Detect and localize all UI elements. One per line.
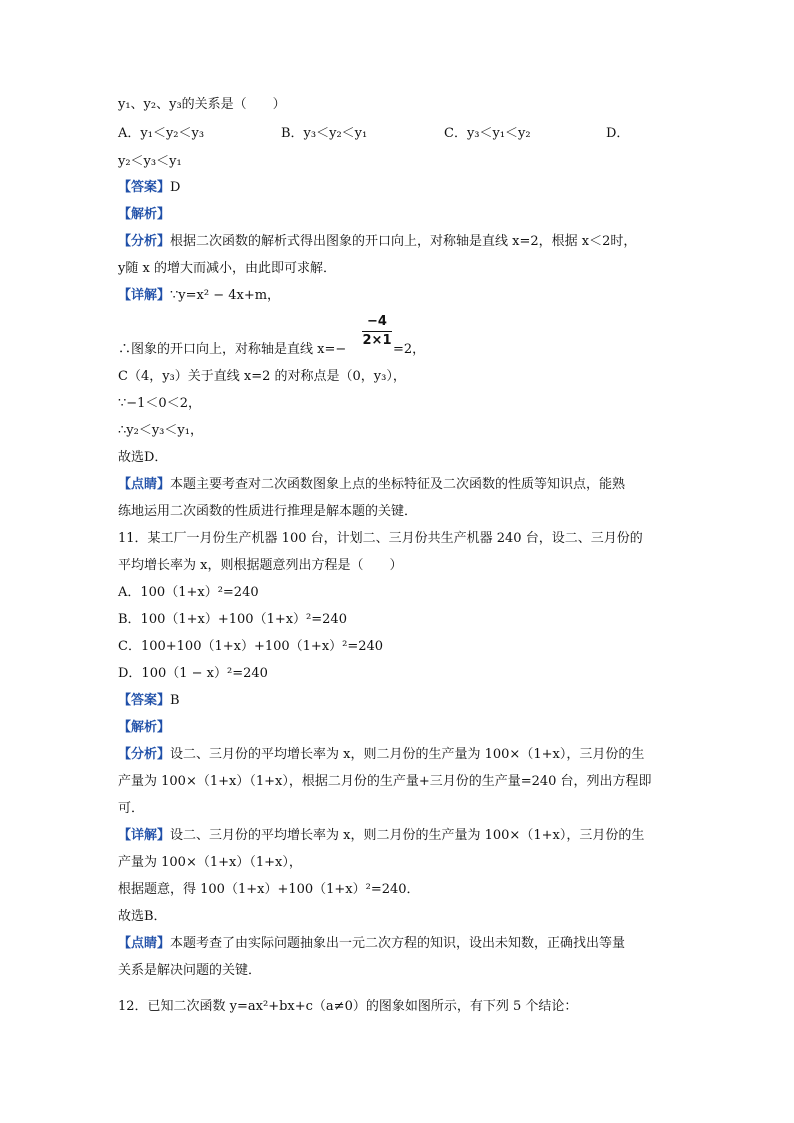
q10-inequality: ∵−1＜0＜2， (118, 396, 201, 411)
q10-axis-line-pre: ∴图象的开口向上，对称轴是直线 x=− (118, 342, 347, 357)
fraction-bar (362, 331, 392, 332)
q10-choose: 故选D． (118, 450, 168, 465)
fenxi-text: 设二、三月份的平均增长率为 x，则二月份的生产量为 100×（1+x），三月份的生 (170, 747, 645, 762)
q10-symmetric-point: C（4，y₃）关于直线 x=2 的对称点是（0，y₃）， (118, 369, 406, 384)
q10-axis-line-post: =2， (393, 342, 426, 357)
q11-fenxi-line-1 (118, 746, 644, 764)
dianjing-tag: 【点睛】 (118, 936, 171, 951)
answer-value: D (170, 180, 181, 195)
q11-answer (118, 692, 180, 710)
dianjing-text: 本题考查了由实际问题抽象出一元二次方程的知识，设出未知数，正确找出等量 (170, 936, 626, 951)
q11-option-a: A．100（1+x）²=240 (118, 585, 259, 600)
q11-option-d: D．100（1 − x）²=240 (118, 666, 268, 681)
q11-stem-line-1: 11．某工厂一月份生产机器 100 台，计划二、三月份共生产机器 240 台，设二、三月份的 (118, 531, 643, 546)
q10-fenxi-line-1 (118, 233, 636, 251)
q11-option-b: B．100（1+x）+100（1+x）²=240 (118, 612, 347, 627)
q11-fenxi-line-3: 可． (118, 801, 145, 816)
q10-answer (118, 179, 180, 197)
q11-option-c: C．100+100（1+x）+100（1+x）²=240 (118, 639, 384, 654)
xiangjie-text: 设二、三月份的平均增长率为 x，则二月份的生产量为 100×（1+x），三月份的生 (170, 828, 645, 843)
q11-dianjing-line-1 (118, 935, 625, 953)
fraction-denominator: 2×1 (362, 333, 392, 348)
xiangjie-text: ∵y=x² − 4x+m， (170, 288, 281, 303)
q10-stem-line: y₁、y₂、y₃的关系是（ ） (118, 97, 286, 112)
q10-xiangjie-line-1 (118, 287, 280, 305)
q10-conclusion: ∴y₂＜y₃＜y₁， (118, 423, 203, 438)
answer-tag: 【答案】 (118, 180, 171, 195)
fenxi-text: 根据二次函数的解析式得出图象的开口向上，对称轴是直线 x=2，根据 x＜2时， (170, 234, 637, 249)
q11-xiangjie-line-2: 产量为 100×（1+x）（1+x）， (118, 855, 302, 870)
q10-option-d-label: D． (606, 126, 630, 141)
q11-choose: 故选B． (118, 909, 167, 924)
q10-option-a: A．y₁＜y₂＜y₃ (118, 126, 205, 141)
xiangjie-tag: 【详解】 (118, 288, 171, 303)
q11-xiangjie-line-3: 根据题意，得 100（1+x）+100（1+x）²=240． (118, 882, 420, 897)
q11-jiexi (118, 719, 170, 737)
fraction-numerator: −4 (367, 314, 387, 329)
q10-option-c: C．y₃＜y₁＜y₂ (444, 126, 531, 141)
q10-jiexi (118, 206, 170, 224)
answer-value: B (170, 693, 180, 708)
xiangjie-tag: 【详解】 (118, 828, 171, 843)
q11-xiangjie-line-1 (118, 827, 644, 845)
q10-option-d-value: y₂＜y₃＜y₁ (118, 154, 182, 169)
q10-option-b: B．y₃＜y₂＜y₁ (281, 126, 368, 141)
dianjing-text: 本题主要考查对二次函数图象上点的坐标特征及二次函数的性质等知识点，能熟 (170, 477, 626, 492)
q10-dianjing-line-2: 练地运用二次函数的性质进行推理是解本题的关键． (118, 504, 418, 519)
fraction-formula (362, 314, 392, 349)
fenxi-tag: 【分析】 (118, 747, 171, 762)
q11-stem-line-2: 平均增长率为 x，则根据题意列出方程是（ ） (118, 558, 403, 573)
q10-dianjing-line-1 (118, 476, 625, 494)
q12-stem-line-1: 12．已知二次函数 y=ax²+bx+c（a≠0）的图象如图所示，有下列 5 个结论： (118, 999, 578, 1014)
jiexi-tag: 【解析】 (118, 720, 171, 735)
fenxi-tag: 【分析】 (118, 234, 171, 249)
dianjing-tag: 【点睛】 (118, 477, 171, 492)
q11-dianjing-line-2: 关系是解决问题的关键． (118, 963, 262, 978)
jiexi-tag: 【解析】 (118, 207, 171, 222)
q11-fenxi-line-2: 产量为 100×（1+x）（1+x），根据二月份的生产量+三月份的生产量=240 台，列出方程即 (118, 774, 652, 789)
q10-fenxi-line-2: y随 x 的增大而减小，由此即可求解． (118, 261, 336, 276)
answer-tag: 【答案】 (118, 693, 171, 708)
